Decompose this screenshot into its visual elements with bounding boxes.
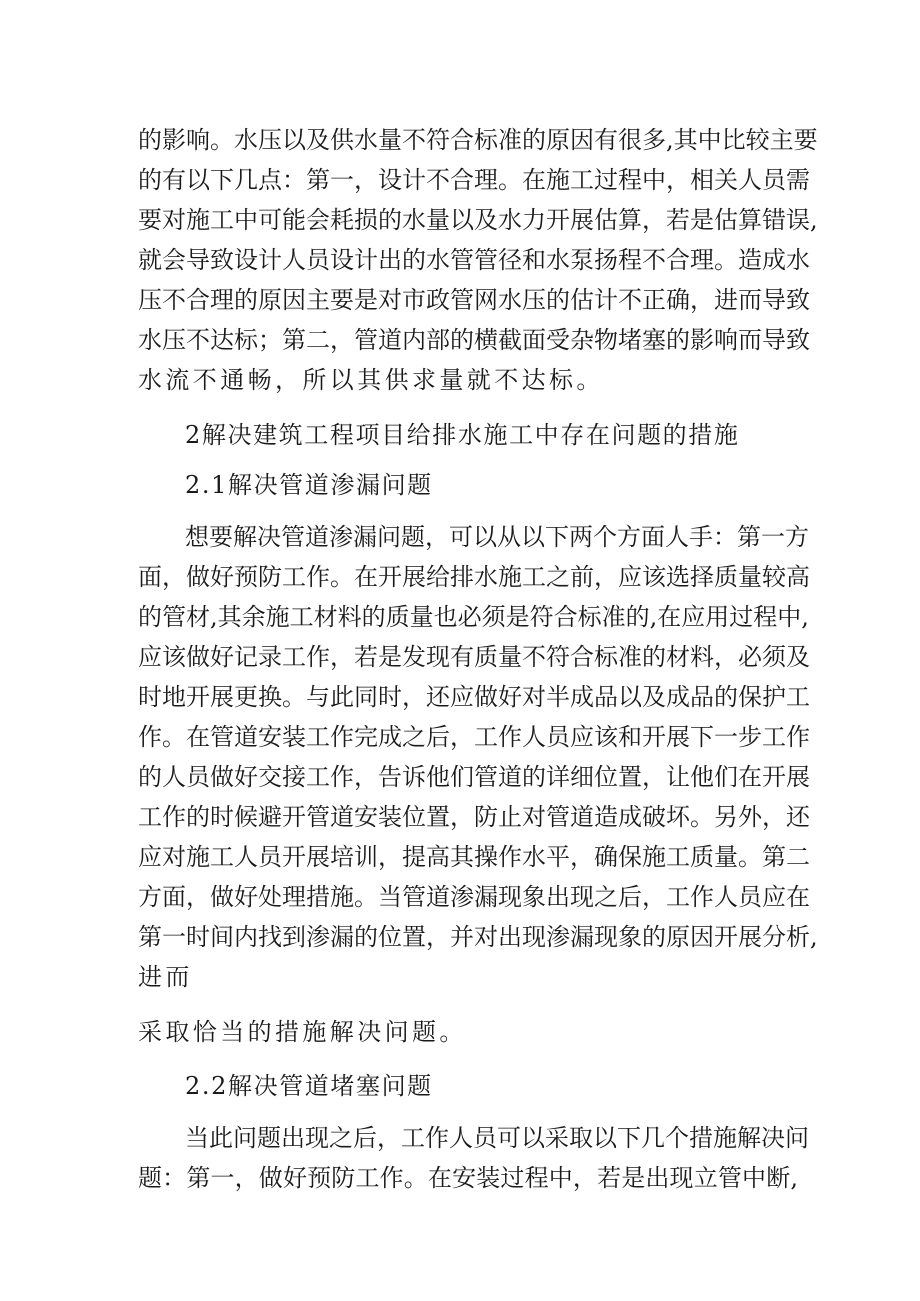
body-text-line: 就会导致设计人员设计出的水管管径和水泵扬程不合理。造成水 <box>138 246 810 274</box>
body-text-line: 的管材,其余施工材料的质量也必须是符合标准的,在应用过程中, <box>138 603 809 631</box>
body-text-line: 想要解决管道渗漏问题，可以从以下两个方面人手：第一方 <box>185 523 809 551</box>
body-text-line: 第一时间内找到渗漏的位置，并对出现渗漏现象的原因开展分析, <box>138 923 818 951</box>
body-text-line: 应该做好记录工作，若是发现有质量不符合标准的材料，必须及 <box>138 643 810 671</box>
body-text-line: 当此问题出现之后，工作人员可以采取以下几个措施解决问 <box>185 1124 809 1152</box>
body-text-line: 工作的时候避开管道安装位置，防止对管道造成破坏。另外，还 <box>138 803 810 831</box>
body-text-line: 面，做好预防工作。在开展给排水施工之前，应该选择质量较高 <box>138 563 810 591</box>
body-text-line: 的有以下几点：第一，设计不合理。在施工过程中，相关人员需 <box>138 166 810 194</box>
body-text-line: 要对施工中可能会耗损的水量以及水力开展估算，若是估算错误, <box>138 206 818 234</box>
body-text-line: 的影响。水压以及供水量不符合标准的原因有很多,其中比较主要 <box>138 126 818 154</box>
section-heading: 2解决建筑工程项目给排水施工中存在问题的措施 <box>185 421 740 449</box>
body-text-line: 方面，做好处理措施。当管道渗漏现象出现之后，工作人员应在 <box>138 883 810 911</box>
body-text-line: 的人员做好交接工作，告诉他们管道的详细位置，让他们在开展 <box>138 763 810 791</box>
body-text-line: 题：第一，做好预防工作。在安装过程中，若是出现立管中断, <box>138 1164 798 1192</box>
body-text-line: 作。在管道安装工作完成之后，工作人员应该和开展下一步工作 <box>138 723 810 751</box>
body-text-line: 采取恰当的措施解决问题。 <box>138 1018 467 1046</box>
subsection-heading: 2.1解决管道渗漏问题 <box>185 471 433 499</box>
body-text-line: 应对施工人员开展培训，提高其操作水平，确保施工质量。第二 <box>138 843 810 871</box>
body-text-line: 水流不通畅，所以其供求量就不达标。 <box>138 366 604 394</box>
body-text-line: 水压不达标；第二，管道内部的横截面受杂物堵塞的影响而导致 <box>138 326 810 354</box>
body-text-line: 进而 <box>138 963 193 991</box>
body-text-line: 压不合理的原因主要是对市政管网水压的估计不正确，进而导致 <box>138 286 810 314</box>
subsection-heading: 2.2解决管道堵塞问题 <box>185 1072 433 1100</box>
body-text-line: 时地开展更换。与此同时，还应做好对半成品以及成品的保护工 <box>138 683 810 711</box>
